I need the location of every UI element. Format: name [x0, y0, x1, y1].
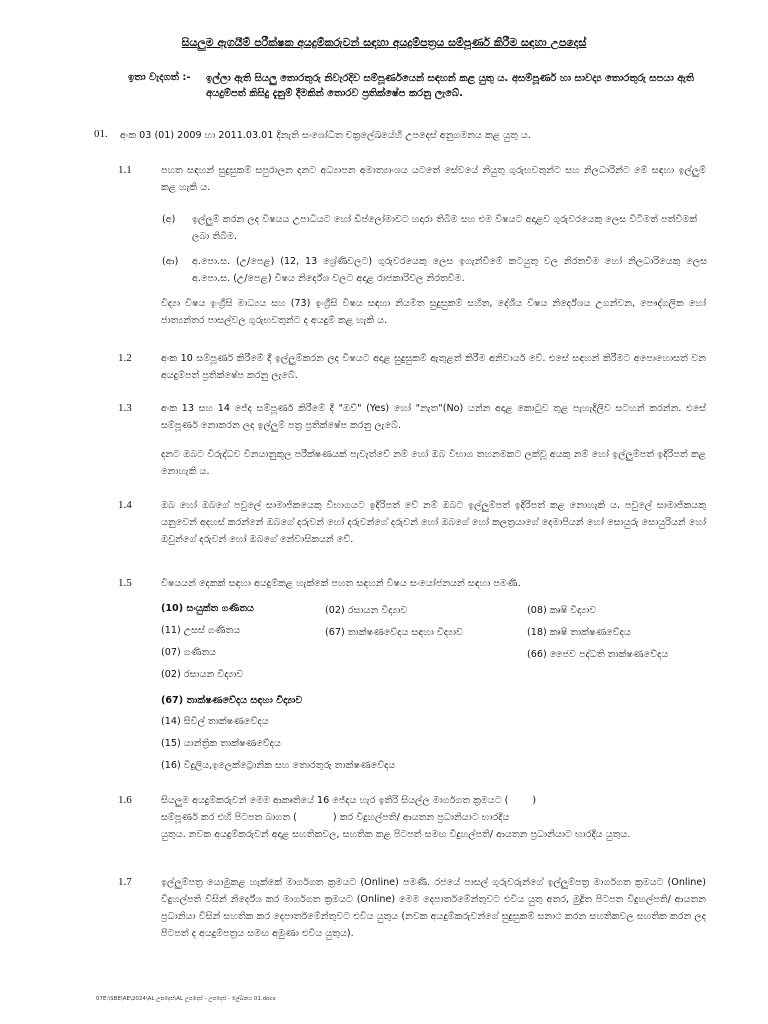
combo-col1-item: (02) රසායන විද්‍යාව: [161, 669, 244, 680]
combo-group2-item: (14) සිවිල් තාක්ෂණවේදය: [161, 716, 269, 727]
combo-col2-head: (02) රසායන විද්‍යාව: [325, 605, 408, 616]
section-1-1-number: 1.1: [118, 164, 132, 176]
combo-group2-head: (67) තාක්ෂණවේදය සඳහා විද්‍යාව: [161, 695, 303, 706]
section-1-3-text: අංක 13 සහ 14 ජේද සම්පූර්ණ කිරීමේ දී "ඔව්" (Yes) හෝ "නැත"(No) යන්න අදාළ කොටුව තුළ පැහැදිලිව සටහන් කරන්න. එසේ සම්පූර්ණ නොකරන ලද ඉල්ලුම් පත්‍ර ප්‍රතික්ෂේප කරනු ලැබේ.: [161, 403, 706, 431]
combo-col1-item: (07) ගණිතය: [161, 647, 217, 658]
section-1-6-line1: [161, 792, 721, 809]
combo-col3-item: (18) කෘෂි තාක්ෂණවේදය: [527, 627, 631, 638]
notice-label: ඉතා වැදගත් :-: [128, 72, 191, 83]
section-1-5-text: විෂයයන් දෙකක් සඳහා අයදුම්කළ හැක්කේ පහත සඳහන් විෂය සංයෝජනයන් සඳහා පමණි.: [161, 578, 521, 589]
section-1-2-text: අංක 10 සම්පූර්ණ කිරීමේ දී ඉල්ලුම්කරන ලද විෂයට අදාළ සුදුසුකම් ඇතුළත් කිරීම අනිවාර්ය වේ. එසේ සඳහන් කිරීමට අපොහොසත් වන අයදුම්පත් ප්‍රතික්ෂේප කරනු ලැබේ.: [161, 353, 706, 381]
section-1-1-sub-a-text: ඉල්ලුම් කරන ලද විෂයය උපාධියට හෝ ඩිප්ලෝමාවට හදාරා තිබීම සහ එම විෂයට අදාළව ගුරුවරයෙකු ලෙස වීටීමත් පත්වීමක් ලබා තිබීම.: [192, 214, 697, 242]
section-1-1-sub-b-label: (ආ): [162, 256, 179, 267]
section-1-6-rest: යුතුය. නවක අයදුම්කරුවන් අදාළ සහතිකවල, සහතික කළ පිටපත් සමඟ විදුහල්පති/ ආයතන ප්‍රධානියාට භාරදිය යුතුය.: [161, 829, 631, 840]
section-1-6-line2-text: සම්පූර්ණ කර එහි පිටපත බාගත (: [161, 812, 297, 823]
section-1-1-note: විද්‍යා විෂය ඉංග්‍රීසි මාධ්‍යය සහ (73) ඉංග්‍රීසි විෂය සඳහා නියමිත සුදුසුකම් සහිත, දේශීය විෂය නිර්දේශය උගන්වන, පෞද්ගලික හෝ ජාත්‍යන්තර පාසල්වල ගුරුභවතුන්ට ද අයදුම් කළ හැකි ය.: [161, 298, 706, 326]
section-1-7-number: 1.7: [118, 876, 132, 888]
section-1-6-line1-close: ): [532, 795, 537, 806]
section-1-3-note: දනට ඔබට විරුද්ධව විනයානුකූල පරීක්ෂණයක් පැවැත්වේ නම් හෝ ඔබ විභාග තහනමකට ලක්වූ අයකු නම් හෝ ඉල්ලුම්පත් ඉදිරිපත් කළ නොහැකි ය.: [161, 449, 706, 477]
section-1-1-text: පහත සඳහන් සුදුසුකම් සපුරාලන දනට අධ්‍යාපන අමාත්‍යාංශය යටතේ සේවයේ නියුතු ගුරුභවතුන්ට සහ නිලධාරින්ට මේ සඳහා ඉල්ලුම් කළ හැකි ය.: [161, 165, 706, 193]
section-1-6-line1-text: සියලුම අයදුම්කරුවන් මෙම ආකෘතියේ 16 ජේදය හැර ඉතිරි සියල්ල මාර්ගගත ක්‍රමයට (: [161, 795, 509, 806]
section-1-6-line2-rest: ) කර විදුහල්පති/ ආයතන ප්‍රධානියාට භාරදිය: [332, 812, 510, 823]
combo-col3-head: (08) කෘෂි විද්‍යාව: [527, 605, 597, 616]
section-1-4-text: ඔබ හෝ ඔබගේ පවුලේ සාමාජිකයෙකු විභාගයට ඉදිරිපත් වේ නම් ඔබට ඉල්ලුම්පත් ඉදිරිපත් කළ නොහැකි ය. පවුලේ සාමාජිකයකු යනුවෙන් අදහස් කරන්නේ ඔබගේ දරුවන් හෝ දරුවන්ගේ දරුවන් හෝ ඔබගේ හෝ කලත්‍රයාගේ දෙමාපියන් හෝ සොයුරු සොයුරියන් හෝ ඔවුන්ගේ දරුවන් හෝ ඔබගේ නේවාසිකයන් වේ.: [161, 500, 706, 545]
section-1-1-sub-a-label: (අ): [162, 214, 176, 225]
footer-file-path: 07E:\SBE\AE\2024\AL උපදෙස්\AL උපදෙස් - උපදෙස් - ලේඛනය 01.docx: [96, 996, 276, 1002]
item-01-number: 01.: [94, 128, 108, 140]
combo-group2-item: (16) විදුලිය,ඉලෙක්ට්‍රොනික සහ තොරතුරු තාක්ෂණවේදය: [161, 760, 396, 771]
section-1-1-sub-b-text: අ.පො.ස. (උ/පෙළ) (12, 13 ශ්‍රේණිවලට) ගුරුවරයෙකු ලෙස ඉගැන්වීමේ කටයුතු වල නිරතවීම හෝ නිලධාරියෙකු ලෙස අ.පො.ස. (උ/පෙළ) විෂය නිර්දේශ වලට අදාළ රාජකාරිවල නිරතවීම.: [192, 256, 707, 284]
section-1-7-text: ඉල්ලුම්පත්‍ර යොමුකළ හැක්කේ මාර්ගගත ක්‍රමයට (Online) පමණි. රජයේ පාසල් ගුරුවරුන්ගේ ඉල්ලුම්පත්‍ර මාර්ගගත ක්‍රමයට (Online) විදුහල්පති විසින් නිර්දේශ කර මාර්ගගත ක්‍රමයට (Online) මෙම දෙපාර්තමේන්තුවට එවිය යුතු අතර, මුද්‍රිත පිටපත විදුහල්පති/ ආයතන ප්‍රධානියා විසින් සහතික කර දෙපාර්තමේන්තුවට එවිය යුතුය (නවක අයදුම්කරුවන්ගේ සුදුසුකම් සනාථ කරන සහතිකවල සහතික කරන ලද පිටපත් ද අයදුම්පත්‍රය සමඟ අමුණා එවිය යුතුය).: [161, 877, 706, 939]
section-1-6-number: 1.6: [118, 794, 132, 806]
combo-col1-item: (11) උසස් ගණිතය: [161, 625, 241, 636]
combo-col2-item: (67) තාක්ෂණවේදය සඳහා විද්‍යාව: [325, 627, 463, 638]
combo-group2-item: (15) යාන්ත්‍රික තාක්ෂණවේදය: [161, 738, 281, 749]
combo-col1-head: (10) සංයුක්ත ගණිතය: [161, 603, 254, 614]
combo-col3-item: (66) ජෛව පද්ධති තාක්ෂණවේදය: [527, 649, 669, 660]
section-1-4-number: 1.4: [118, 499, 132, 511]
notice-text: ඉල්ලා ඇති සියලු තොරතුරු නිවැරදිව සම්පූර්ණයෙන් සඳහන් කළ යුතු ය. අසම්පූර්ණ හා සාවද්‍ය තොරතුරු සපයා ඇති අයදුම්පත් කිසිදු දැනුම් දීමකින් තොරව ප්‍රතික්ෂේප කරනු ලැබේ.: [206, 73, 695, 99]
section-1-2-number: 1.2: [118, 352, 132, 364]
section-1-3-number: 1.3: [118, 402, 132, 414]
page-title: සියලුම ඇගයීම් පරීක්ෂක අයදුම්කරුවන් සඳහා අයදුම්පත්‍රය සම්පූර්ණ කිරීම සඳහා උපදෙස්: [181, 36, 587, 49]
section-1-6-line2: [161, 809, 721, 826]
section-1-5-number: 1.5: [118, 577, 132, 589]
item-01-text: අංක 03 (01) 2009 හා 2011.03.01 දිනැති සංශෝධිත චක්‍රලේඛයේහි උපදෙස් අනුගමනය කළ යුතු ය.: [120, 130, 531, 141]
